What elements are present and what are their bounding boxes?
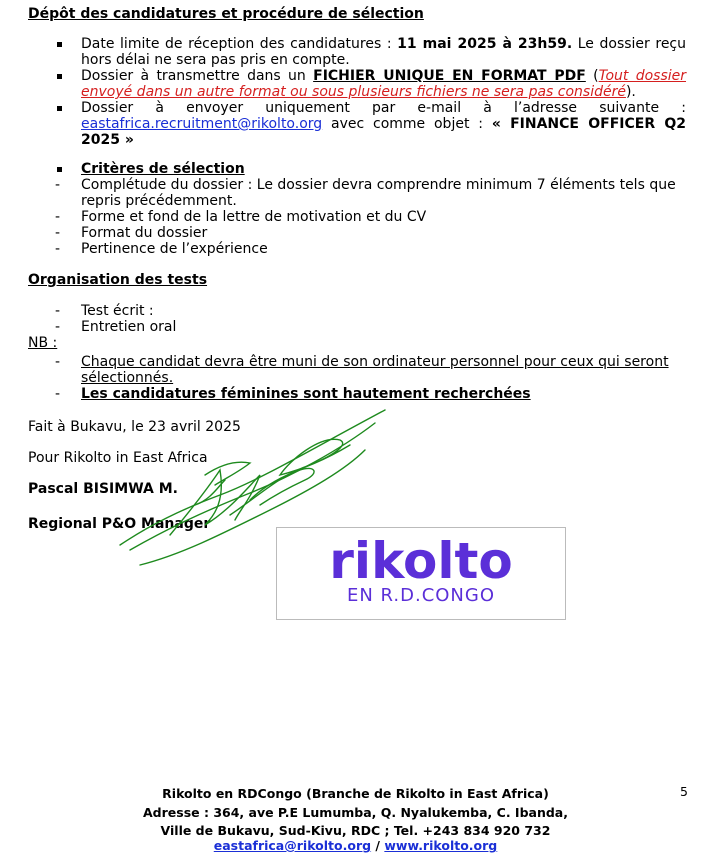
subject-value-2: 2025 » xyxy=(81,132,134,148)
criteria-title: Critères de sélection xyxy=(81,161,245,177)
footer-address-line: Adresse : 364, ave P.E Lumumba, Q. Nyalukemba, C. Ibanda, xyxy=(143,805,568,820)
logo-wordmark: rikolto xyxy=(329,532,513,590)
format-label: Dossier à transmettre dans un xyxy=(81,68,314,84)
format-requirement: FICHIER UNIQUE EN FORMAT PDF xyxy=(313,68,586,84)
criteria-item: Format du dossier xyxy=(81,225,208,241)
tests-title: Organisation des tests xyxy=(28,272,208,288)
format-warning-1: Tout dossier xyxy=(598,68,687,84)
dash-bullet: - xyxy=(55,354,61,370)
bullet-square xyxy=(57,106,62,111)
paren-open: ( xyxy=(585,68,599,84)
footer-links xyxy=(0,836,711,855)
recruitment-email-link[interactable]: eastafrica.recruitment@rikolto.org xyxy=(81,116,323,132)
dash-bullet: - xyxy=(55,225,61,241)
signatory-name: Pascal BISIMWA M. xyxy=(28,481,178,497)
deadline-label: Date limite de réception des candidatures : xyxy=(81,36,398,52)
nb-item-women: Les candidatures féminines sont hautement recherchées xyxy=(81,386,531,402)
section-title-submission: Dépôt des candidatures et procédure de sélection xyxy=(28,6,424,22)
dash-bullet: - xyxy=(55,177,61,193)
dash-bullet: - xyxy=(55,241,61,257)
signatory-role: Regional P&O Manager xyxy=(28,516,211,532)
email-line-2 xyxy=(81,116,686,132)
nb-label: NB : xyxy=(28,335,58,351)
criteria-item: Forme et fond de la lettre de motivation et du CV xyxy=(81,209,427,225)
dash-bullet: - xyxy=(55,386,61,402)
dash-bullet: - xyxy=(55,319,61,335)
test-item: Test écrit : xyxy=(81,303,154,319)
email-line: Dossier à envoyer uniquement par e-mail à l’adresse suivante : xyxy=(81,100,686,116)
deadline-line xyxy=(81,36,686,52)
criteria-item: Pertinence de l’expérience xyxy=(81,241,268,257)
bullet-square xyxy=(57,167,62,172)
bullet-square xyxy=(57,74,62,79)
dash-bullet: - xyxy=(55,303,61,319)
place-date: Fait à Bukavu, le 23 avril 2025 xyxy=(28,419,241,435)
nb-item-laptop: Chaque candidat devra être muni de son ordinateur personnel pour ceux qui seront xyxy=(81,354,669,370)
handwritten-signature xyxy=(110,405,400,580)
page-number: 5 xyxy=(680,784,688,799)
format-warning-2: envoyé dans un autre format ou sous plusieurs fichiers ne sera pas considéré xyxy=(81,84,626,100)
criteria-item-cont: repris précédemment. xyxy=(81,193,237,209)
paren-close: ). xyxy=(625,84,636,100)
subject-value: « FINANCE OFFICER Q2 xyxy=(491,116,686,132)
footer-email-link[interactable]: eastafrica@rikolto.org xyxy=(213,838,372,853)
test-item: Entretien oral xyxy=(81,319,177,335)
nb-item-laptop-cont: sélectionnés. xyxy=(81,370,174,386)
format-line xyxy=(81,68,686,84)
logo-subtitle: EN R.D.CONGO xyxy=(346,585,496,606)
bullet-square xyxy=(57,42,62,47)
subject-label: avec comme objet : xyxy=(322,116,492,132)
footer-contact-line: Ville de Bukavu, Sud-Kivu, RDC ; Tel. +243 834 920 732 xyxy=(160,823,551,838)
deadline-note: Le dossier reçu xyxy=(572,36,686,52)
deadline-line-2: hors délai ne sera pas pris en compte. xyxy=(81,52,350,68)
for-organization: Pour Rikolto in East Africa xyxy=(28,450,208,466)
footer-org-line: Rikolto en RDCongo (Branche de Rikolto in East Africa) xyxy=(162,786,549,801)
footer-website-link[interactable]: www.rikolto.org xyxy=(384,838,498,853)
format-line-2 xyxy=(81,84,636,100)
deadline-date: 11 mai 2025 à 23h59. xyxy=(397,36,573,52)
footer-separator: / xyxy=(371,838,385,853)
criteria-item: Complétude du dossier : Le dossier devra comprendre minimum 7 éléments tels que xyxy=(81,177,676,193)
dash-bullet: - xyxy=(55,209,61,225)
